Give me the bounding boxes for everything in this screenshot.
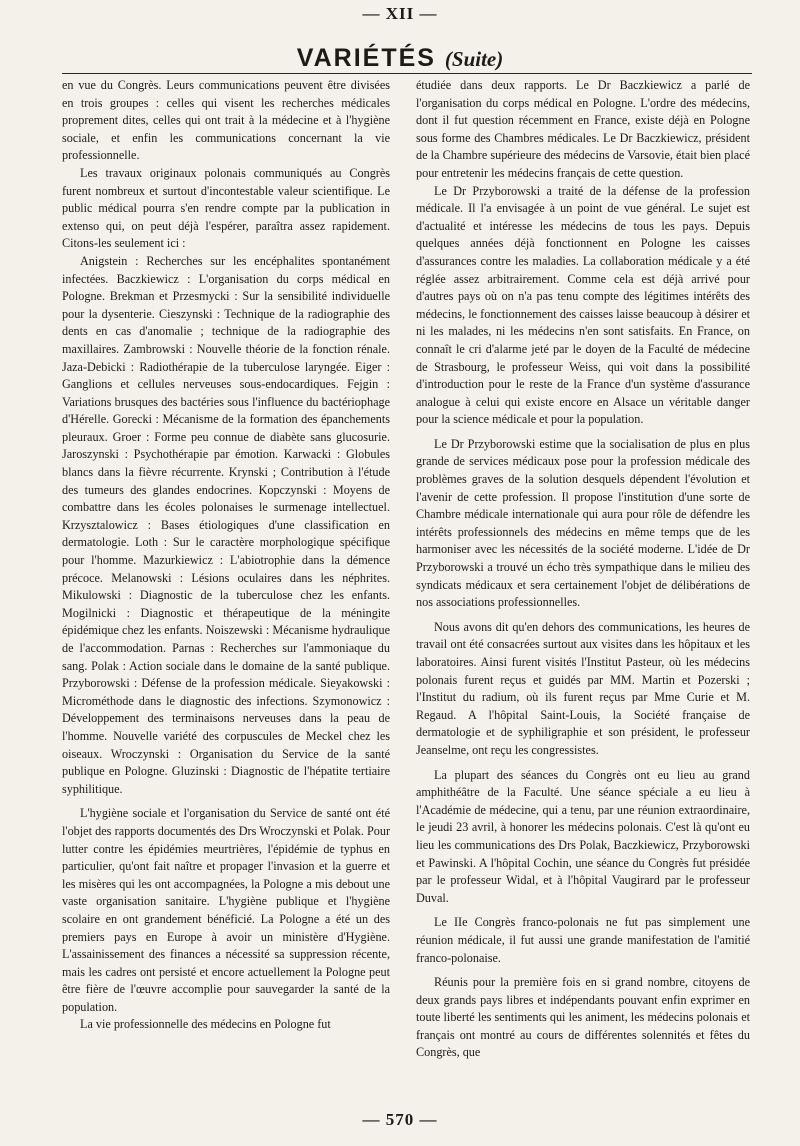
page-number: — 570 — [362,1110,438,1129]
paragraph: Le IIe Congrès franco-polonais ne fut pas simplement une réunion médicale, il fut aussi une grande manifestation de l'amitié franco-polonaise. [416,915,750,965]
header-rule [62,73,752,74]
left-column [62,77,390,1095]
paragraph: Le Dr Przyborowski estime que la socialisation de plus en plus grande de services médicaux pose pour la profession médicale des problèmes graves de la solution desquels dépendent l'évolution et l'avenir de cette profession. Il propose l'institution d'une sorte de Chambre médicale internationale qui aura pour rôle de défendre les intérêts professionnels des médecins en même temps que de les harmoniser avec les nécessités de la société moderne. L'idée de Dr Przyborowski a trouvé un écho très sympathique dans le milieu des syndicats médicaux et sera certainement l'objet de délibérations de nos associations professionnelles. [416,436,750,610]
paragraph: Les travaux originaux polonais communiqués au Congrès furent nombreux et surtout d'incontestable valeur scientifique. Le public médical pourra s'en rendre compte par la publication in extenso qui, on peut déjà l'espérer, paraîtra assez rapidement. Citons-les seulement ici : [62,165,390,251]
paragraph: Nous avons dit qu'en dehors des communications, les heures de travail ont été consacrées surtout aux visites dans les hôpitaux et les laboratoires. Ainsi furent visités l'Institut Pasteur, où les médecins polonais furent reçus et guidés par MM. Martin et Pozerski ; l'Institut du radium, où ils furent reçus par Mme Curie et M. Regaud. A l'hôpital Saint-Louis, la Société française de dermatologie et de syphiligraphie et son président, le professeur Jeanselme, ont reçu les congressistes. [416,619,750,757]
paragraph: Le Dr Przyborowski a traité de la défense de la profession médicale. Il l'a envisagée à un point de vue général. Le sujet est d'actualité et intéresse les médecins de tous les pays. Depuis quelques années déjà fonctionnent en Pologne les caisses d'assurances contre les maladies. La collaboration médicale y a été réglée assez arbitrairement. Comme cela est déjà arrivé pour d'autres pays où on n'a pas tenu compte des légitimes intérêts des médecins, le fonctionnement des caisses laisse beaucoup à désirer et ni les malades, ni les médecins n'en sont satisfaits. En France, on connaît le cri d'alarme jeté par le doyen de la Faculté de médecine de Strasbourg, le professeur Weiss, qui voit dans la possibilité d'introduction pour le reste de la France d'un système d'assurance analogue à celui qui existe encore en Alsace un véritable danger pour la science médicale et pour la population. [416,183,750,427]
right-column [416,77,750,1095]
section-subtitle: (Suite) [444,47,504,71]
paragraph: Réunis pour la première fois en si grand nombre, citoyens de deux grands pays libres et indépendants pouvant enfin exprimer en toute liberté les sentiments qui les animent, les médecins polonais et français ont montré au cours de différentes solennités et fêtes du Congrès, que [416,975,750,1060]
section-title [0,44,800,73]
section-title-text: VARIÉTÉS [296,44,436,72]
paragraph: La vie professionnelle des médecins en Pologne fut [80,1017,331,1032]
folio-number: — XII — [362,4,438,23]
paragraph: L'hygiène sociale et l'organisation du Service de santé ont été l'objet des rapports documentés des Drs Wroczynski et Polak. Pour lutter contre les épidémies meurtrières, l'épidémie de typhus en particulier, qu'ont fait naître et propager l'invasion et la guerre et les misères qui les ont accompagnées, la Pologne a mis debout une vaste organisation sanitaire. L'hygiène publique et l'hygiène scolaire en ont grandement bénéficié. La Pologne a été un des premiers pays en Europe à avoir un ministère d'Hygiène. L'assainissement des finances a nécessité sa suppression récente, mais les cadres ont persisté et encore actuellement la Pologne peut être fière de l'œuvre accomplie pour sauvegarder la santé de la population. [62,806,390,1014]
paragraph: étudiée dans deux rapports. Le Dr Baczkiewicz a parlé de l'organisation du corps médical en Pologne. L'ordre des médecins, dont il fut question récemment en France, existe déjà en Pologne sous forme des Chambres médicales. Le Dr Baczkiewicz, président de la Chambre supérieure des médecins de Varsovie, était bien placé pour entretenir les médecins français de cette question. [416,78,750,180]
paragraph: Anigstein : Recherches sur les encéphalites spontanément infectées. Baczkiewicz : L'organisation du corps médical en Pologne. Brekman et Przesmycki : Sur la sensibilité individuelle pour la dysenterie. Cieszynski : Technique de la radiographie des dents en cas d'anomalie ; technique de la radiographie des maxillaires. Zambrowski : Nouvelle théorie de la fonction rénale. Jaza-Debicki : Radiothérapie de la tuberculose laryngée. Eiger : Ganglions et cellules nerveuses sous-endocardiques. Fejgin : Variations brusques des bactéries sous l'influence du bactériophage d'Hérelle. Gorecki : Mécanisme de la formation des épanchements pleuraux. Groer : Forme peu connue de diabète sans glucosurie. Jaroszynski : Psychothérapie par émotion. Karwacki : Globules blancs dans la fièvre récurrente. Krynski ; Contribution à l'étude des tumeurs des glandes endocrines. Kopczynski : Moyens de combattre dans les écoles polonaises le surmenage intellectuel. Krzysztalowicz : Bases étiologiques d'une classification en dermatologie. Loth : Sur le caractère morphologique spécifique pour l'homme. Mazurkiewicz : L'abiotrophie dans la démence précoce. Melanowski : Lésions oculaires dans les néphrites. Mikulowski : Diagnostic de la tuberculose chez les enfants. Mogilnicki : Diagnostic et thérapeutique de la méningite épidémique chez les enfants. Noiszewski : Mécanisme hydraulique de l'accommodation. Parnas : Recherches sur l'ammoniaque du sang. Polak : Action sociale dans le domaine de la santé publique. Przyborowski : Défense de la profession médicale. Sieyakowski : Microméthode dans le diagnostic des infections. Szymonowicz : Développement des terminaisons nerveuses dans la peau de l'homme. Nouvelle variété des corpuscules de Meckel chez les oiseaux. Wroczynski : Organisation du Service de la santé publique en Pologne. Gluzinski : Diagnostic de l'hépatite tertiaire syphilitique. [62,253,390,796]
paragraph: en vue du Congrès. Leurs communications peuvent être divisées en trois groupes : celles qui visent les recherches médicales proprement dites, celles qui ont trait à la médecine et à l'hygiène sociale, et enfin les communications concernant la vie professionnelle. [62,78,390,163]
paragraph: La plupart des séances du Congrès ont eu lieu au grand amphithéâtre de la Faculté. Une séance spéciale a eu lieu à l'Académie de médecine, qui a tenu, par une réunion extraordinaire, le jeudi 23 avril, à honorer les médecins polonais. C'est là qu'ont eu lieu les communications des Drs Polak, Baczkiewicz, Przyborowski et Pawinski. A l'hôpital Cochin, une séance du Congrès fut présidée par le professeur Widal, et à l'hôpital Vaugirard par le professeur Duval. [416,767,750,905]
